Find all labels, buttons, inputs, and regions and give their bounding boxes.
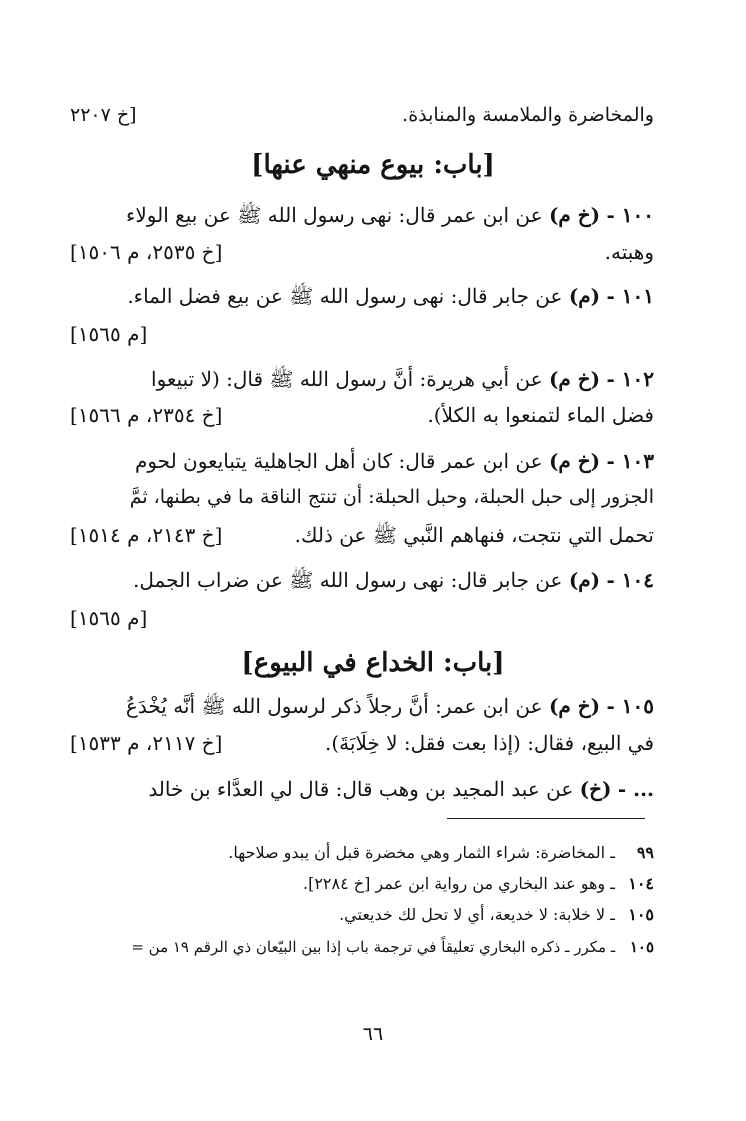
citation-ref: [خ ٢١٤٣، م ١٥١٤]	[70, 523, 223, 547]
source-code: (م)	[568, 284, 601, 308]
entry-text: تحمل التي نتجت، فنهاهم النَّبي ﷺ عن ذلك.	[294, 523, 654, 547]
entry-number: ١٠٥ -	[606, 694, 654, 718]
entry-text: عن ابن عمر: أنَّ رجلاً ذكر لرسول الله ﷺ أنَّه يُخْدَعُ	[125, 694, 543, 718]
citation-ref: [خ ٢١١٧، م ١٥٣٣]	[70, 731, 223, 755]
entry-text: عن ابن عمر قال: نهى رسول الله ﷺ عن بيع الولاء	[125, 203, 543, 227]
page-number: ٦٦	[362, 1023, 384, 1045]
entry-number: ١٠٠ -	[606, 203, 654, 227]
citation-ref: [م ١٥٦٥]	[70, 322, 148, 346]
running-header-ref: [خ ٢٢٠٧	[70, 104, 137, 126]
footnote-number: ١٠٥	[629, 938, 654, 956]
citation-ref: [م ١٥٦٥]	[70, 606, 148, 630]
entry-text: عن جابر قال: نهى رسول الله ﷺ عن ضراب الجمل.	[133, 568, 563, 592]
entry-101-line-2	[70, 322, 654, 346]
entry-103-line-2	[70, 486, 654, 509]
footnote	[70, 938, 654, 956]
entry-text: عن عبد المجيد بن وهب قال: قال لي العدَّاء بن خالد	[148, 777, 574, 801]
entry-text: عن ابن عمر قال: كان أهل الجاهلية يتبايعون لحوم	[134, 449, 543, 473]
footnote	[70, 905, 654, 924]
source-code: (خ م)	[548, 367, 601, 391]
footnote-text: ـ المخاضرة: شراء الثمار وهي مخضرة قبل أن يبدو صلاحها.	[228, 843, 615, 862]
footnote-text: ـ وهو عند البخاري من رواية ابن عمر [خ ٢٢٨٤].	[302, 874, 615, 893]
entry-102-line-1	[70, 367, 654, 391]
entry-continued-line-1	[70, 777, 654, 801]
footnote-number: ١٠٤	[628, 874, 654, 893]
entry-number: ١٠٣ -	[606, 449, 654, 473]
entry-101-line-1	[70, 284, 654, 308]
footnote	[70, 874, 654, 893]
footnote-number: ١٠٥	[628, 905, 654, 924]
citation-ref: [خ ٢٣٥٤، م ١٥٦٦]	[70, 403, 223, 427]
entry-text: عن جابر قال: نهى رسول الله ﷺ عن بيع فضل الماء.	[127, 284, 563, 308]
entry-105-line-1	[70, 694, 654, 718]
entry-text: وهبته.	[604, 240, 654, 264]
entry-103-line-1	[70, 449, 654, 473]
source-code: (خ م)	[548, 694, 601, 718]
entry-102-line-2	[70, 403, 654, 427]
section-heading: [باب: بيوع منهي عنها]	[251, 150, 495, 180]
citation-ref: [خ ٢٥٣٥، م ١٥٠٦]	[70, 240, 223, 264]
source-code: (خ م)	[548, 203, 601, 227]
entry-text: الجزور إلى حبل الحبلة، وحبل الحبلة: أن تنتج الناقة ما في بطنها، ثمَّ	[129, 486, 654, 508]
entry-text: فضل الماء لتمنعوا به الكلأ).	[427, 403, 654, 427]
footnote	[70, 843, 654, 862]
entry-100-line-1	[70, 203, 654, 227]
footnote-text: ـ لا خلابة: لا خديعة، أي لا تحل لك خديعتي.	[339, 905, 615, 924]
source-code: (خ)	[579, 777, 612, 801]
entry-104-line-2	[70, 606, 654, 630]
entry-text: في البيع، فقال: (إذا بعت فقل: لا خِلَابَةَ).	[325, 731, 654, 755]
entry-105-line-2	[70, 731, 654, 755]
entry-103-line-3	[70, 523, 654, 547]
entry-100-line-2	[70, 240, 654, 264]
footnote-number: ٩٩	[636, 843, 654, 862]
entry-number: ... -	[617, 777, 654, 801]
entry-text: عن أبي هريرة: أنَّ رسول الله ﷺ قال: (لا تبيعوا	[151, 367, 543, 391]
entry-number: ١٠٢ -	[606, 367, 654, 391]
running-header	[70, 104, 654, 127]
source-code: (خ م)	[548, 449, 601, 473]
source-code: (م)	[568, 568, 601, 592]
running-title: والمخاضرة والملامسة والمنابذة.	[402, 104, 654, 126]
entry-number: ١٠٤ -	[606, 568, 654, 592]
footnote-divider	[447, 818, 645, 819]
section-heading: [باب: الخداع في البيوع]	[241, 648, 505, 678]
footnote-text: ـ مكرر ـ ذكره البخاري تعليقاً في ترجمة باب إذا بين البيّعان ذي الرقم ١٩ من =	[131, 938, 616, 956]
entry-number: ١٠١ -	[606, 284, 654, 308]
entry-104-line-1	[70, 568, 654, 592]
